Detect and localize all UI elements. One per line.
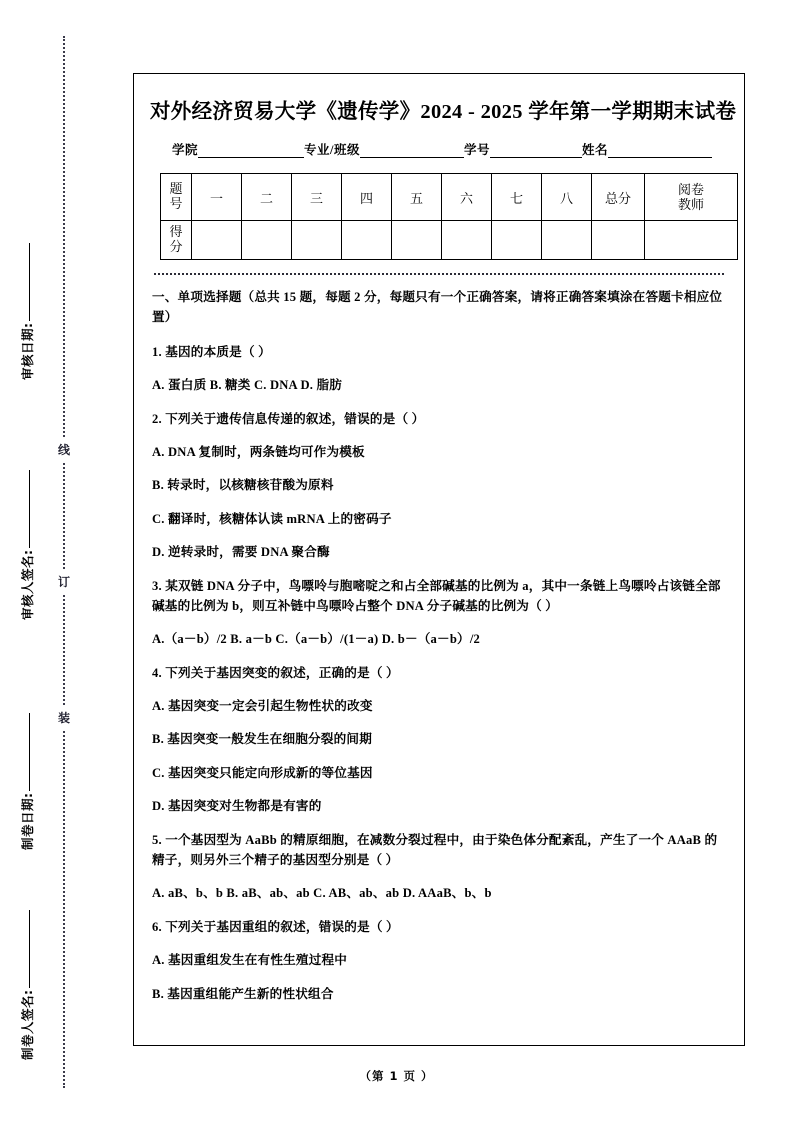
- sidebar-label-printer-signature: [18, 760, 36, 1060]
- score-cell-2[interactable]: [242, 221, 292, 260]
- score-cell-1[interactable]: [192, 221, 242, 260]
- column-header-1: 一: [192, 174, 242, 221]
- teacher-label-line2: 教师: [677, 197, 704, 212]
- question-6-option-b: B. 基因重组能产生新的性状组合: [152, 986, 334, 1001]
- question-4-option-a: A. 基因突变一定会引起生物性状的改变: [152, 699, 373, 714]
- column-header-6: 六: [442, 174, 492, 221]
- student-id-input[interactable]: [490, 144, 582, 158]
- score-table-container: [160, 173, 718, 260]
- teacher-label-line1: 阅卷: [677, 181, 704, 197]
- question-2-option-d: D. 逆转录时，需要 DNA 聚合酶: [152, 545, 330, 560]
- section-divider: [154, 273, 724, 275]
- question-1-options: A. 蛋白质 B. 糖类 C. DNA D. 脂肪: [152, 378, 343, 393]
- signature-rule: [29, 471, 30, 549]
- sidebar-label-text: 制卷人签名:: [20, 989, 35, 1060]
- question-5-stem: 5. 一个基因型为 AaBb 的精原细胞，在减数分裂过程中，由于染色体分配紊乱，产生了一个 AAaB 的精子，则另外三个精子的基因型分别是（ ）: [152, 832, 718, 868]
- question-6-option-a: A. 基因重组发生在有性生殖过程中: [152, 953, 348, 968]
- table-row-scores: [161, 221, 738, 260]
- question-5-options: A. aB、b、b B. aB、ab、ab C. AB、ab、ab D. AAaB、b、b: [152, 886, 492, 901]
- info-field-name: [582, 140, 712, 158]
- score-cell-5[interactable]: [392, 221, 442, 260]
- info-label-student-id: 学号: [464, 143, 491, 157]
- score-cell-6[interactable]: [442, 221, 492, 260]
- fold-mark-xian: 线: [52, 438, 76, 461]
- score-cell-4[interactable]: [342, 221, 392, 260]
- info-label-major-class: 专业/班级: [304, 143, 360, 157]
- info-field-student-id: [464, 140, 582, 158]
- fold-dotted-line: [63, 36, 65, 1088]
- column-header-8: 八: [542, 174, 592, 221]
- question-4-option-d: D. 基因突变对生物都是有害的: [152, 799, 322, 814]
- column-header-4: 四: [342, 174, 392, 221]
- info-label-college: 学院: [172, 143, 199, 157]
- page-title: 对外经济贸易大学《遗传学》2024 - 2025 学年第一学期期末试卷: [150, 101, 737, 123]
- signature-rule: [29, 244, 30, 322]
- page-footer: [0, 1068, 793, 1084]
- question-3-options: A.（a－b）/2 B. a－b C.（a－b）/(1－a) D. b－（a－b）/2: [152, 632, 481, 647]
- column-header-2: 二: [242, 174, 292, 221]
- score-cell-3[interactable]: [292, 221, 342, 260]
- question-4-option-b: B. 基因突变一般发生在细胞分裂的间期: [152, 732, 372, 747]
- score-table: [160, 173, 738, 260]
- fold-mark-zhuang: 装: [52, 706, 76, 729]
- score-cell-marking-teacher[interactable]: [645, 221, 738, 260]
- student-info-line: [150, 140, 728, 158]
- sidebar-signature-labels: [18, 60, 74, 1060]
- sidebar-label-text: 审核人签名:: [20, 549, 35, 620]
- fold-mark-ding: 订: [52, 570, 76, 593]
- info-field-college: [172, 140, 304, 158]
- row-label-score: [161, 221, 192, 260]
- score-cell-8[interactable]: [542, 221, 592, 260]
- column-header-total: 总分: [592, 174, 645, 221]
- info-field-major-class: [304, 140, 464, 158]
- question-body: [152, 287, 726, 1004]
- name-input[interactable]: [608, 144, 712, 158]
- sidebar-label-text: 制卷日期:: [20, 792, 35, 850]
- column-header-7: 七: [492, 174, 542, 221]
- row-label-line1: 题: [169, 181, 183, 197]
- row-label-line2: 号: [169, 196, 183, 211]
- sidebar-label-text: 审核日期:: [20, 322, 35, 380]
- column-header-marking-teacher: [645, 174, 738, 221]
- question-3-stem: 3. 某双链 DNA 分子中，鸟嘌呤与胞嘧啶之和占全部碱基的比例为 a，其中一条链上鸟嘌呤占该链全部碱基的比例为 b，则互补链中鸟嘌呤占整个 DNA 分子碱基的比例为（ ）: [152, 578, 721, 613]
- question-2-option-b: B. 转录时，以核糖核苷酸为原料: [152, 478, 334, 493]
- section-heading-multiple-choice: 一、单项选择题（总共 15 题，每题 2 分，每题只有一个正确答案，请将正确答案填涂在答题卡相应位置）: [152, 290, 723, 325]
- row-label-line2: 分: [169, 239, 183, 254]
- column-header-3: 三: [292, 174, 342, 221]
- page-indicator: （第 1 页 ）: [359, 1069, 434, 1083]
- question-6-stem: 6. 下列关于基因重组的叙述，错误的是（ ）: [152, 919, 399, 934]
- college-input[interactable]: [198, 144, 304, 158]
- column-header-5: 五: [392, 174, 442, 221]
- row-label-question-number: [161, 174, 192, 221]
- row-label-line1: 得: [169, 224, 183, 240]
- major-class-input[interactable]: [360, 144, 464, 158]
- info-label-name: 姓名: [582, 143, 609, 157]
- question-2-stem: 2. 下列关于遗传信息传递的叙述，错误的是（ ）: [152, 411, 425, 426]
- question-1-stem: 1. 基因的本质是（ ）: [152, 344, 271, 359]
- table-row-question-numbers: [161, 174, 738, 221]
- question-2-option-c: C. 翻译时，核糖体认读 mRNA 上的密码子: [152, 511, 392, 526]
- signature-rule: [29, 911, 30, 989]
- question-2-option-a: A. DNA 复制时，两条链均可作为模板: [152, 444, 365, 459]
- score-cell-7[interactable]: [492, 221, 542, 260]
- question-4-stem: 4. 下列关于基因突变的叙述，正确的是（ ）: [152, 665, 399, 680]
- question-4-option-c: C. 基因突变只能定向形成新的等位基因: [152, 765, 373, 780]
- exam-paper-frame: [133, 73, 745, 1046]
- score-cell-total[interactable]: [592, 221, 645, 260]
